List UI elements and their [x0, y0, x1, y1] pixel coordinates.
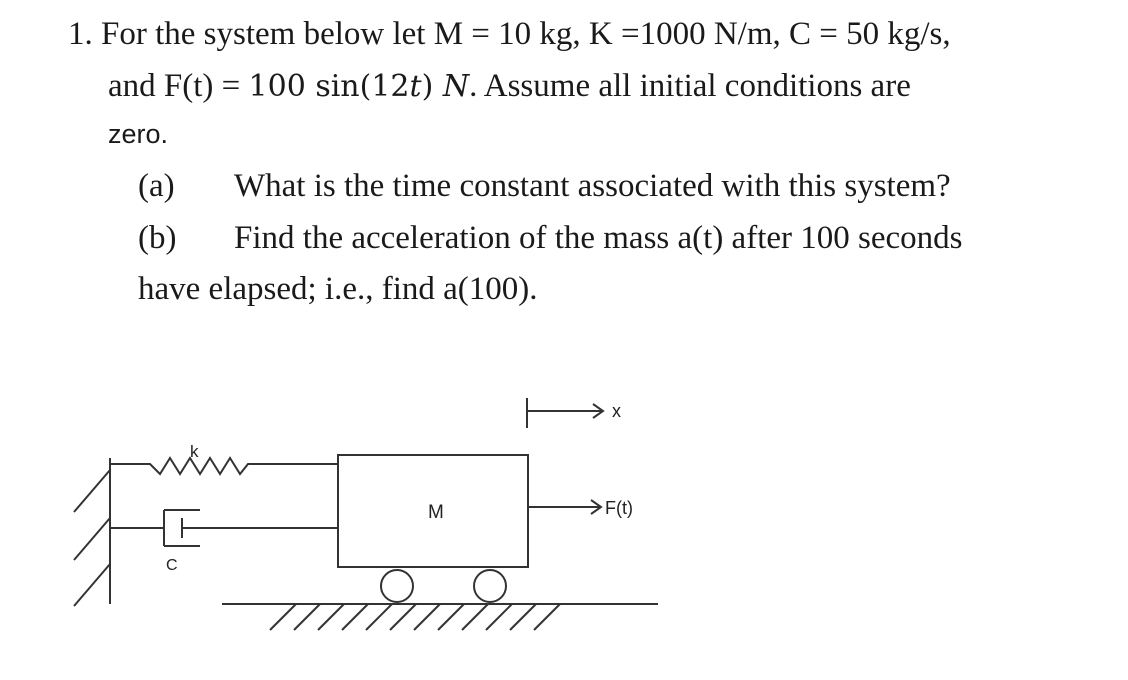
- part-b-text: Find the acceleration of the mass a(t) after 100 seconds: [234, 220, 963, 256]
- problem-number: 1.: [68, 16, 93, 52]
- ground-hatching: [270, 604, 560, 630]
- forcing-unit: N: [442, 69, 470, 104]
- forcing-prefix: and F(t) =: [108, 68, 249, 104]
- displacement-arrow: [527, 398, 603, 428]
- forcing-close: ): [421, 69, 443, 104]
- spring-label: k: [190, 442, 199, 461]
- wheel-left: [381, 570, 413, 602]
- damper-label: C: [166, 557, 178, 574]
- force-label: F(t): [605, 498, 633, 518]
- wheel-right: [474, 570, 506, 602]
- part-a-text: What is the time constant associated with this system?: [234, 168, 951, 204]
- spring: [110, 458, 338, 474]
- part-b-label: (b): [138, 220, 177, 256]
- forcing-amplitude: 100 sin(12: [248, 69, 410, 104]
- wall-hatching: [74, 470, 110, 606]
- damper: [110, 510, 338, 546]
- forcing-variable: t: [409, 69, 422, 104]
- mass-label: M: [428, 502, 444, 523]
- problem-statement-line-3: zero.: [108, 119, 169, 149]
- problem-statement-line-2: . Assume all initial conditions are: [469, 68, 911, 104]
- part-a-label: (a): [138, 168, 175, 204]
- part-b-continuation: have elapsed; i.e., find a(100).: [138, 271, 538, 307]
- displacement-label: x: [612, 401, 621, 421]
- problem-statement-line-1: For the system below let M = 10 kg, K =1000 N/m, C = 50 kg/s,: [101, 16, 951, 52]
- force-arrow: [528, 500, 601, 514]
